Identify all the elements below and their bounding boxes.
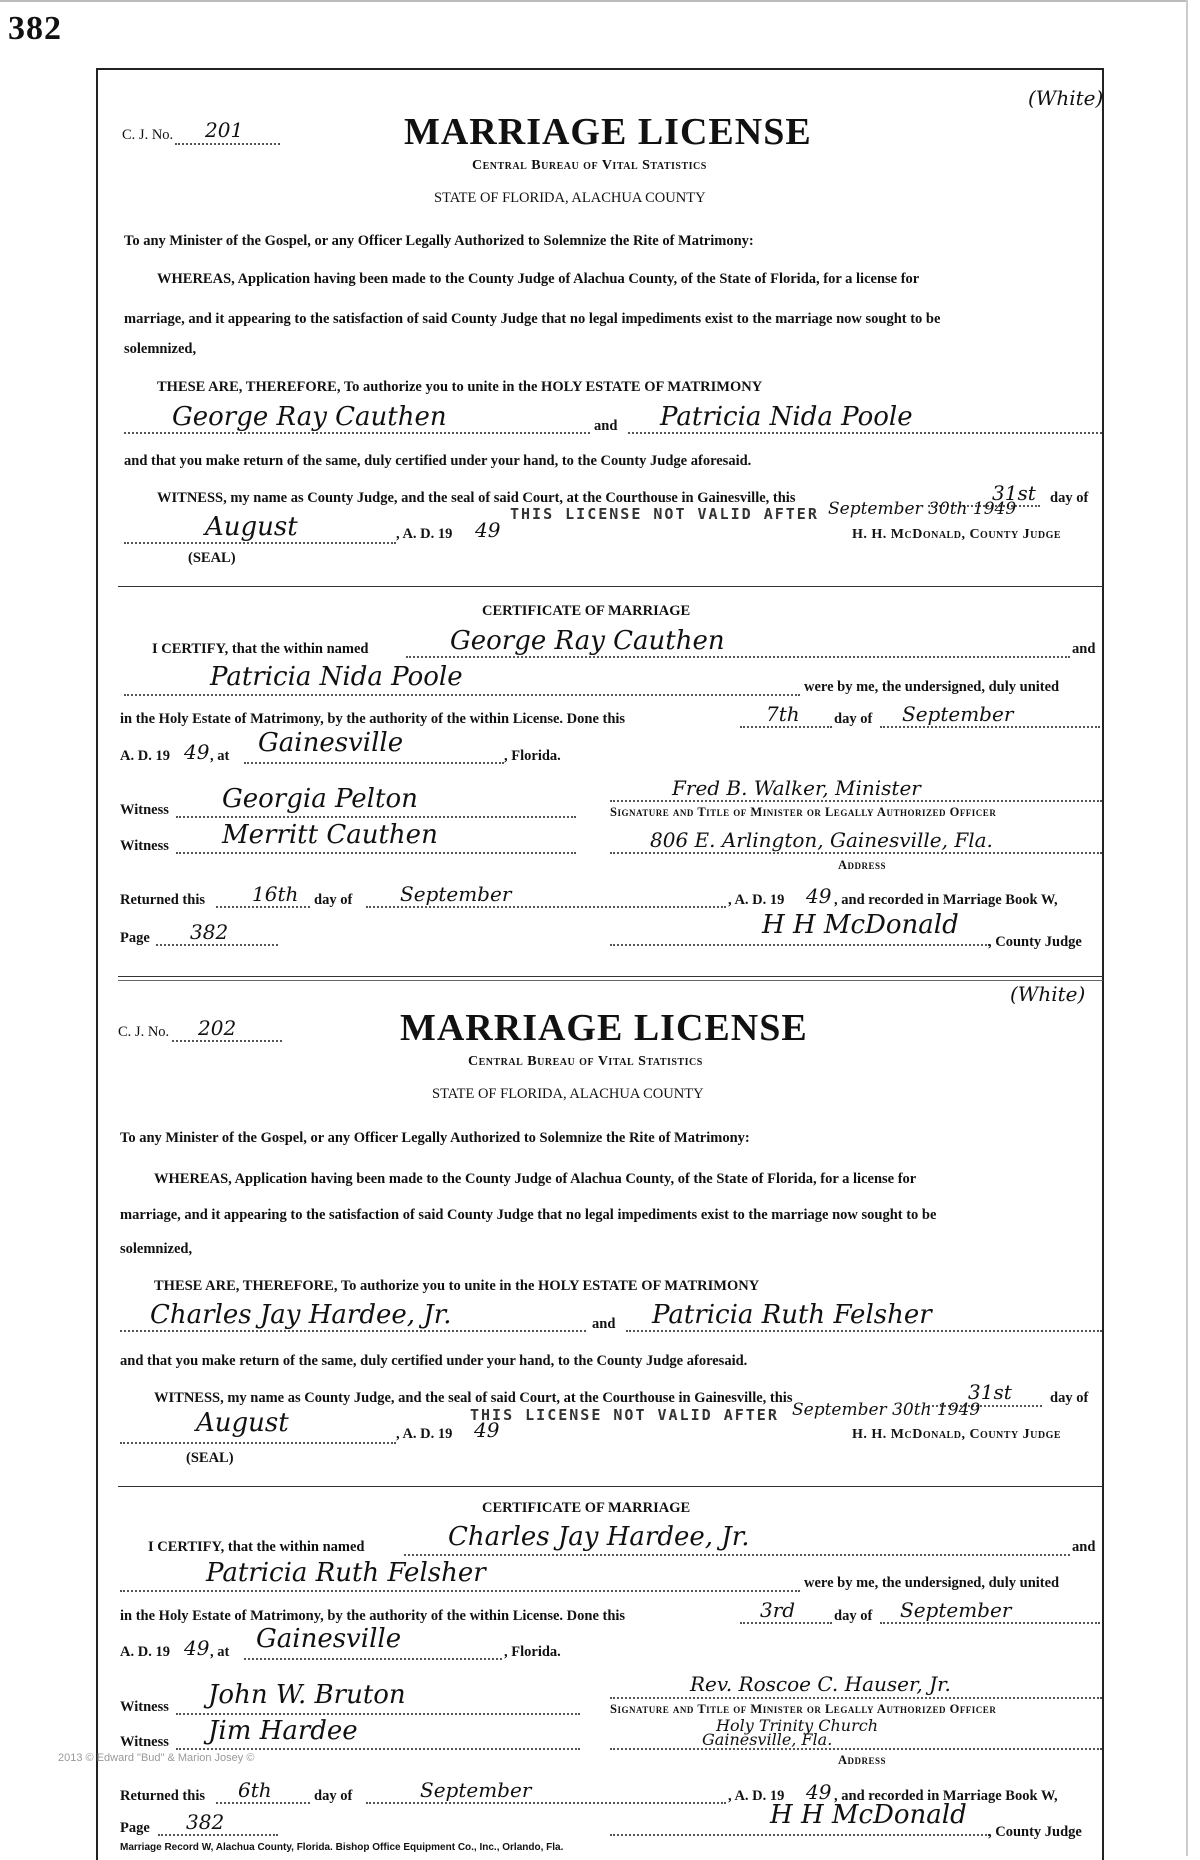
day-of-label: day of — [1050, 490, 1089, 506]
whereas-line-3: solemnized, — [124, 341, 197, 357]
bride-name: Patricia Nida Poole — [660, 402, 913, 432]
county-judge-name: H. H. McDonald, County Judge — [852, 1427, 1062, 1442]
license-month: August — [205, 512, 298, 542]
record-page: 382 — [190, 920, 229, 944]
witness-2-name: Jim Hardee — [208, 1716, 358, 1746]
recorded-year: 49 — [806, 884, 832, 908]
divider — [118, 586, 1103, 587]
signature-title-label: Signature and Title of Minister or Legally Authorized Officer — [610, 805, 997, 819]
returned-month: September — [400, 882, 512, 906]
done-month: September — [902, 702, 1014, 726]
race-note: (White) — [1028, 86, 1104, 110]
returned-month: September — [420, 1778, 532, 1802]
witness-1-label: Witness — [120, 1699, 169, 1715]
county-judge-label: , County Judge — [988, 934, 1082, 950]
cj-number: 201 — [205, 118, 244, 142]
and-label: and — [592, 1316, 616, 1332]
license-year: 49 — [475, 518, 501, 542]
divider — [118, 1486, 1103, 1487]
florida-label: , Florida. — [504, 1644, 561, 1660]
copyright-watermark: 2013 © Edward "Bud" & Marion Josey © — [58, 1752, 255, 1764]
license-year: 49 — [474, 1418, 500, 1442]
witness-2-label: Witness — [120, 1734, 169, 1750]
return-line: and that you make return of the same, duly certified under your hand, to the County Judge aforesaid. — [120, 1353, 748, 1369]
bride-name: Patricia Ruth Felsher — [652, 1300, 932, 1330]
witness-1-name: Georgia Pelton — [222, 784, 418, 814]
county-judge-label: , County Judge — [988, 1824, 1082, 1840]
license-day: 31st — [968, 1380, 1012, 1404]
done-day: 3rd — [760, 1598, 796, 1622]
florida-label: , Florida. — [504, 748, 561, 764]
groom-name: George Ray Cauthen — [172, 402, 447, 432]
certificate-heading: CERTIFICATE OF MARRIAGE — [482, 603, 691, 619]
cert-year: 49 — [184, 1636, 210, 1660]
recorded-text: , and recorded in Marriage Book W, — [834, 892, 1058, 908]
address-label: Address — [838, 1753, 887, 1767]
cert-year: 49 — [184, 740, 210, 764]
witness-2-name: Merritt Cauthen — [222, 820, 438, 850]
validity-stamp: THIS LICENSE NOT VALID AFTER — [510, 505, 819, 523]
witness-line: WITNESS, my name as County Judge, and the seal of said Court, at the Courthouse in Gainesville, this — [157, 490, 796, 506]
certificate-heading: CERTIFICATE OF MARRIAGE — [482, 1500, 691, 1516]
page-label: Page — [120, 930, 150, 946]
officer-address: 806 E. Arlington, Gainesville, Fla. — [650, 828, 993, 852]
cert-place: Gainesville — [258, 728, 404, 758]
county-judge-name: H. H. McDonald, County Judge — [852, 527, 1062, 542]
validity-date: September 30th 1949 — [792, 1400, 981, 1420]
whereas-line-1: WHEREAS, Application having been made to the County Judge of Alachua County, of the State of Florida, for a license for — [157, 271, 920, 287]
therefore-line: THESE ARE, THEREFORE, To authorize you to unite in the HOLY ESTATE OF MATRIMONY — [157, 379, 763, 395]
address-label: Address — [838, 858, 887, 872]
returned-day: 16th — [252, 882, 299, 906]
judge-signature: H H McDonald — [770, 1800, 967, 1830]
groom-name: Charles Jay Hardee, Jr. — [150, 1300, 452, 1330]
record-page: 382 — [186, 1810, 225, 1834]
cj-label: C. J. No. — [122, 127, 174, 143]
race-note: (White) — [1010, 982, 1086, 1006]
done-day-of: day of — [834, 1608, 873, 1624]
officer-church: Holy Trinity Church — [716, 1716, 879, 1735]
day-of-label: day of — [1050, 1390, 1089, 1406]
page-edge-right — [1186, 0, 1188, 1856]
returned-label: Returned this — [120, 892, 205, 908]
certify-label: I CERTIFY, that the within named — [152, 641, 369, 657]
page-label: Page — [120, 1820, 150, 1836]
united-text: were by me, the undersigned, duly united — [804, 679, 1060, 695]
done-month: September — [900, 1598, 1012, 1622]
validity-date: September 30th 1949 — [828, 499, 1017, 519]
united-text: were by me, the undersigned, duly united — [804, 1575, 1060, 1591]
cj-number: 202 — [198, 1016, 237, 1040]
witness-2-label: Witness — [120, 838, 169, 854]
whereas-line-3: solemnized, — [120, 1241, 193, 1257]
and-label: and — [594, 418, 618, 434]
salutation: To any Minister of the Gospel, or any Officer Legally Authorized to Solemnize the Rite of Matrimony: — [120, 1130, 750, 1146]
cert-groom-name: Charles Jay Hardee, Jr. — [448, 1522, 750, 1552]
bureau-line: Central Bureau of Vital Statistics — [468, 1054, 703, 1069]
officer-address: Gainesville, Fla. — [702, 1730, 833, 1749]
cert-ad-label: A. D. 19 — [120, 748, 170, 764]
witness-line: WITNESS, my name as County Judge, and the seal of said Court, at the Courthouse in Gainesville, this — [154, 1390, 793, 1406]
recorded-text: , and recorded in Marriage Book W, — [834, 1788, 1058, 1804]
cert-bride-name: Patricia Nida Poole — [210, 662, 463, 692]
returned-label: Returned this — [120, 1788, 205, 1804]
returned-day-of: day of — [314, 892, 353, 908]
ad-label: , A. D. 19 — [396, 526, 453, 542]
divider — [118, 976, 1103, 977]
officer-signature: Fred B. Walker, Minister — [672, 776, 921, 800]
recorded-year: 49 — [806, 1780, 832, 1804]
seal-label: (SEAL) — [186, 1450, 234, 1466]
returned-day: 6th — [238, 1778, 272, 1802]
at-label: , at — [210, 1644, 230, 1660]
divider — [118, 980, 1103, 981]
cert-and-label: and — [1072, 1539, 1096, 1555]
license-title: MARRIAGE LICENSE — [404, 111, 812, 153]
witness-1-name: John W. Bruton — [208, 1680, 406, 1710]
recorded-ad-label: , A. D. 19 — [728, 892, 785, 908]
done-day: 7th — [766, 702, 800, 726]
ad-label: , A. D. 19 — [396, 1426, 453, 1442]
witness-1-label: Witness — [120, 802, 169, 818]
return-line: and that you make return of the same, duly certified under your hand, to the County Judge aforesaid. — [124, 453, 752, 469]
recorded-ad-label: , A. D. 19 — [728, 1788, 785, 1804]
cert-bride-name: Patricia Ruth Felsher — [206, 1558, 486, 1588]
state-line: STATE OF FLORIDA, ALACHUA COUNTY — [434, 190, 706, 206]
salutation: To any Minister of the Gospel, or any Officer Legally Authorized to Solemnize the Rite of Matrimony: — [124, 233, 754, 249]
cert-and-label: and — [1072, 641, 1096, 657]
cj-label: C. J. No. — [118, 1024, 170, 1040]
therefore-line: THESE ARE, THEREFORE, To authorize you to unite in the HOLY ESTATE OF MATRIMONY — [154, 1278, 760, 1294]
officer-signature: Rev. Roscoe C. Hauser, Jr. — [690, 1672, 951, 1696]
at-label: , at — [210, 748, 230, 764]
seal-label: (SEAL) — [188, 550, 236, 566]
holy-estate-text: in the Holy Estate of Matrimony, by the authority of the within License. Done this — [120, 711, 626, 727]
returned-day-of: day of — [314, 1788, 353, 1804]
license-title: MARRIAGE LICENSE — [400, 1007, 808, 1049]
cert-groom-name: George Ray Cauthen — [450, 626, 725, 656]
state-line: STATE OF FLORIDA, ALACHUA COUNTY — [432, 1086, 704, 1102]
cert-place: Gainesville — [256, 1624, 402, 1654]
judge-signature: H H McDonald — [762, 910, 959, 940]
whereas-line-1: WHEREAS, Application having been made to the County Judge of Alachua County, of the State of Florida, for a license for — [154, 1171, 917, 1187]
bureau-line: Central Bureau of Vital Statistics — [472, 158, 707, 173]
signature-title-label: Signature and Title of Minister or Legally Authorized Officer — [610, 1702, 997, 1716]
printer-footer: Marriage Record W, Alachua County, Florida. Bishop Office Equipment Co., Inc., Orlando, Fla. — [120, 1842, 564, 1853]
whereas-line-2: marriage, and it appearing to the satisfaction of said County Judge that no legal impediments exist to the marriage now sought to be — [124, 311, 941, 327]
license-month: August — [196, 1408, 289, 1438]
cert-ad-label: A. D. 19 — [120, 1644, 170, 1660]
page-edge-top — [0, 0, 1188, 2]
certify-label: I CERTIFY, that the within named — [148, 1539, 365, 1555]
done-day-of: day of — [834, 711, 873, 727]
license-day: 31st — [992, 481, 1036, 505]
page-number: 382 — [8, 10, 62, 47]
validity-stamp: THIS LICENSE NOT VALID AFTER — [470, 1406, 779, 1424]
whereas-line-2: marriage, and it appearing to the satisfaction of said County Judge that no legal impediments exist to the marriage now sought to be — [120, 1207, 937, 1223]
holy-estate-text: in the Holy Estate of Matrimony, by the authority of the within License. Done this — [120, 1608, 626, 1624]
